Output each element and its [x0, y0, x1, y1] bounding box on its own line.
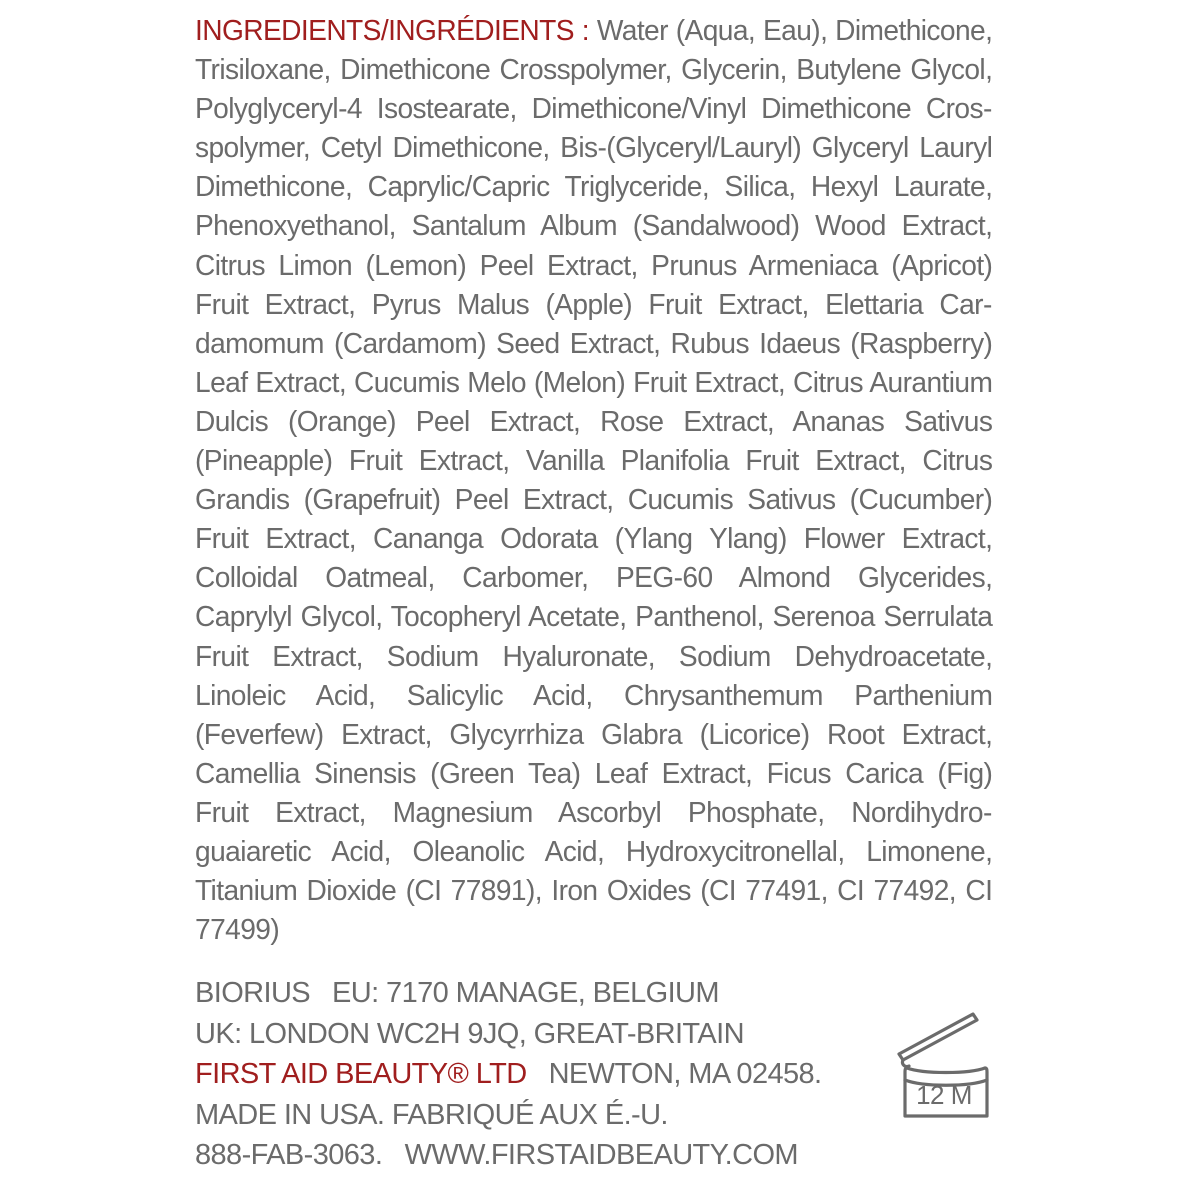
ingredients-list: Water (Aqua, Eau), Dimethicone, Trisiloxane, Dimethicone Crosspolymer, Glycerin, Butylene Glycol, Polyglyceryl-4 Isostearate, Dimethicone/Vinyl Dimethicone Crosspolymer, Cetyl Dimethicone, Bis-(Glyceryl/Lauryl) Glyceryl Lauryl Dimethicone, Caprylic/Capric Triglyceride, Silica, Hexyl Laurate, Phenoxyethanol, Santalum Album (Sandalwood) Wood Extract, Citrus Limon (Lemon) Peel Extract, Prunus Armeniaca (Apricot) Fruit Extract, Pyrus Malus (Apple) Fruit Extract, Elettaria Cardamomum (Cardamom) Seed Extract, Rubus Idaeus (Raspberry) Leaf Extract, Cucumis Melo (Melon) Fruit Extract, Citrus Aurantium Dulcis (Orange) Peel Extract, Rose Extract, Ananas Sativus (Pineapple) Fruit Extract, Vanilla Planifolia Fruit Extract, Citrus Grandis (Grapefruit) Peel Extract, Cucumis Sativus (Cucumber) Fruit Extract, Cananga Odorata (Ylang Ylang) Flower Extract, Colloidal Oatmeal, Carbomer, PEG-60 Almond Glycerides, Caprylyl Glycol, Tocopheryl Acetate, Panthenol, Serenoa Serrulata Fruit Extract, Sodium Hyaluronate, Sodium Dehydroacetate, Linoleic Acid, Salicylic Acid, Chrysanthemum Parthenium (Feverfew) Extract, Glycyrrhiza Glabra (Licorice) Root Extract, Camellia Sinensis (Green Tea) Leaf Extract, Ficus Carica (Fig) Fruit Extract, Magnesium Ascorbyl Phosphate, Nordihydroguaiaretic Acid, Oleanolic Acid, Hydroxycitronellal, Limonene, Titanium Dioxide (CI 77891), Iron Oxides (CI 77491, CI 77492, CI 77499) [195, 15, 993, 947]
manufacturer-line-brand [195, 1054, 875, 1095]
contact-line: 888-FAB-3063. WWW.FIRSTAIDBEAUTY.COM [195, 1139, 798, 1171]
made-in-line: MADE IN USA. FABRIQUÉ AUX É.-U. [195, 1098, 668, 1131]
manufacturer-line-eu [195, 973, 875, 1014]
ingredients-paragraph [195, 12, 992, 950]
distributor-name: BIORIUS [195, 977, 311, 1009]
brand-address: NEWTON, MA 02458. [548, 1058, 822, 1090]
manufacturer-info [195, 973, 875, 1176]
manufacturer-line-uk: UK: LONDON WC2H 9JQ, GREAT-BRITAIN [195, 1017, 744, 1050]
distributor-eu-address: EU: 7170 MANAGE, BELGIUM [332, 977, 719, 1009]
ingredients-heading: INGREDIENTS/INGRÉDIENTS : [195, 15, 589, 47]
period-after-opening-label: 12 M [916, 1080, 972, 1110]
brand-name: FIRST AID BEAUTY® LTD [195, 1058, 527, 1090]
